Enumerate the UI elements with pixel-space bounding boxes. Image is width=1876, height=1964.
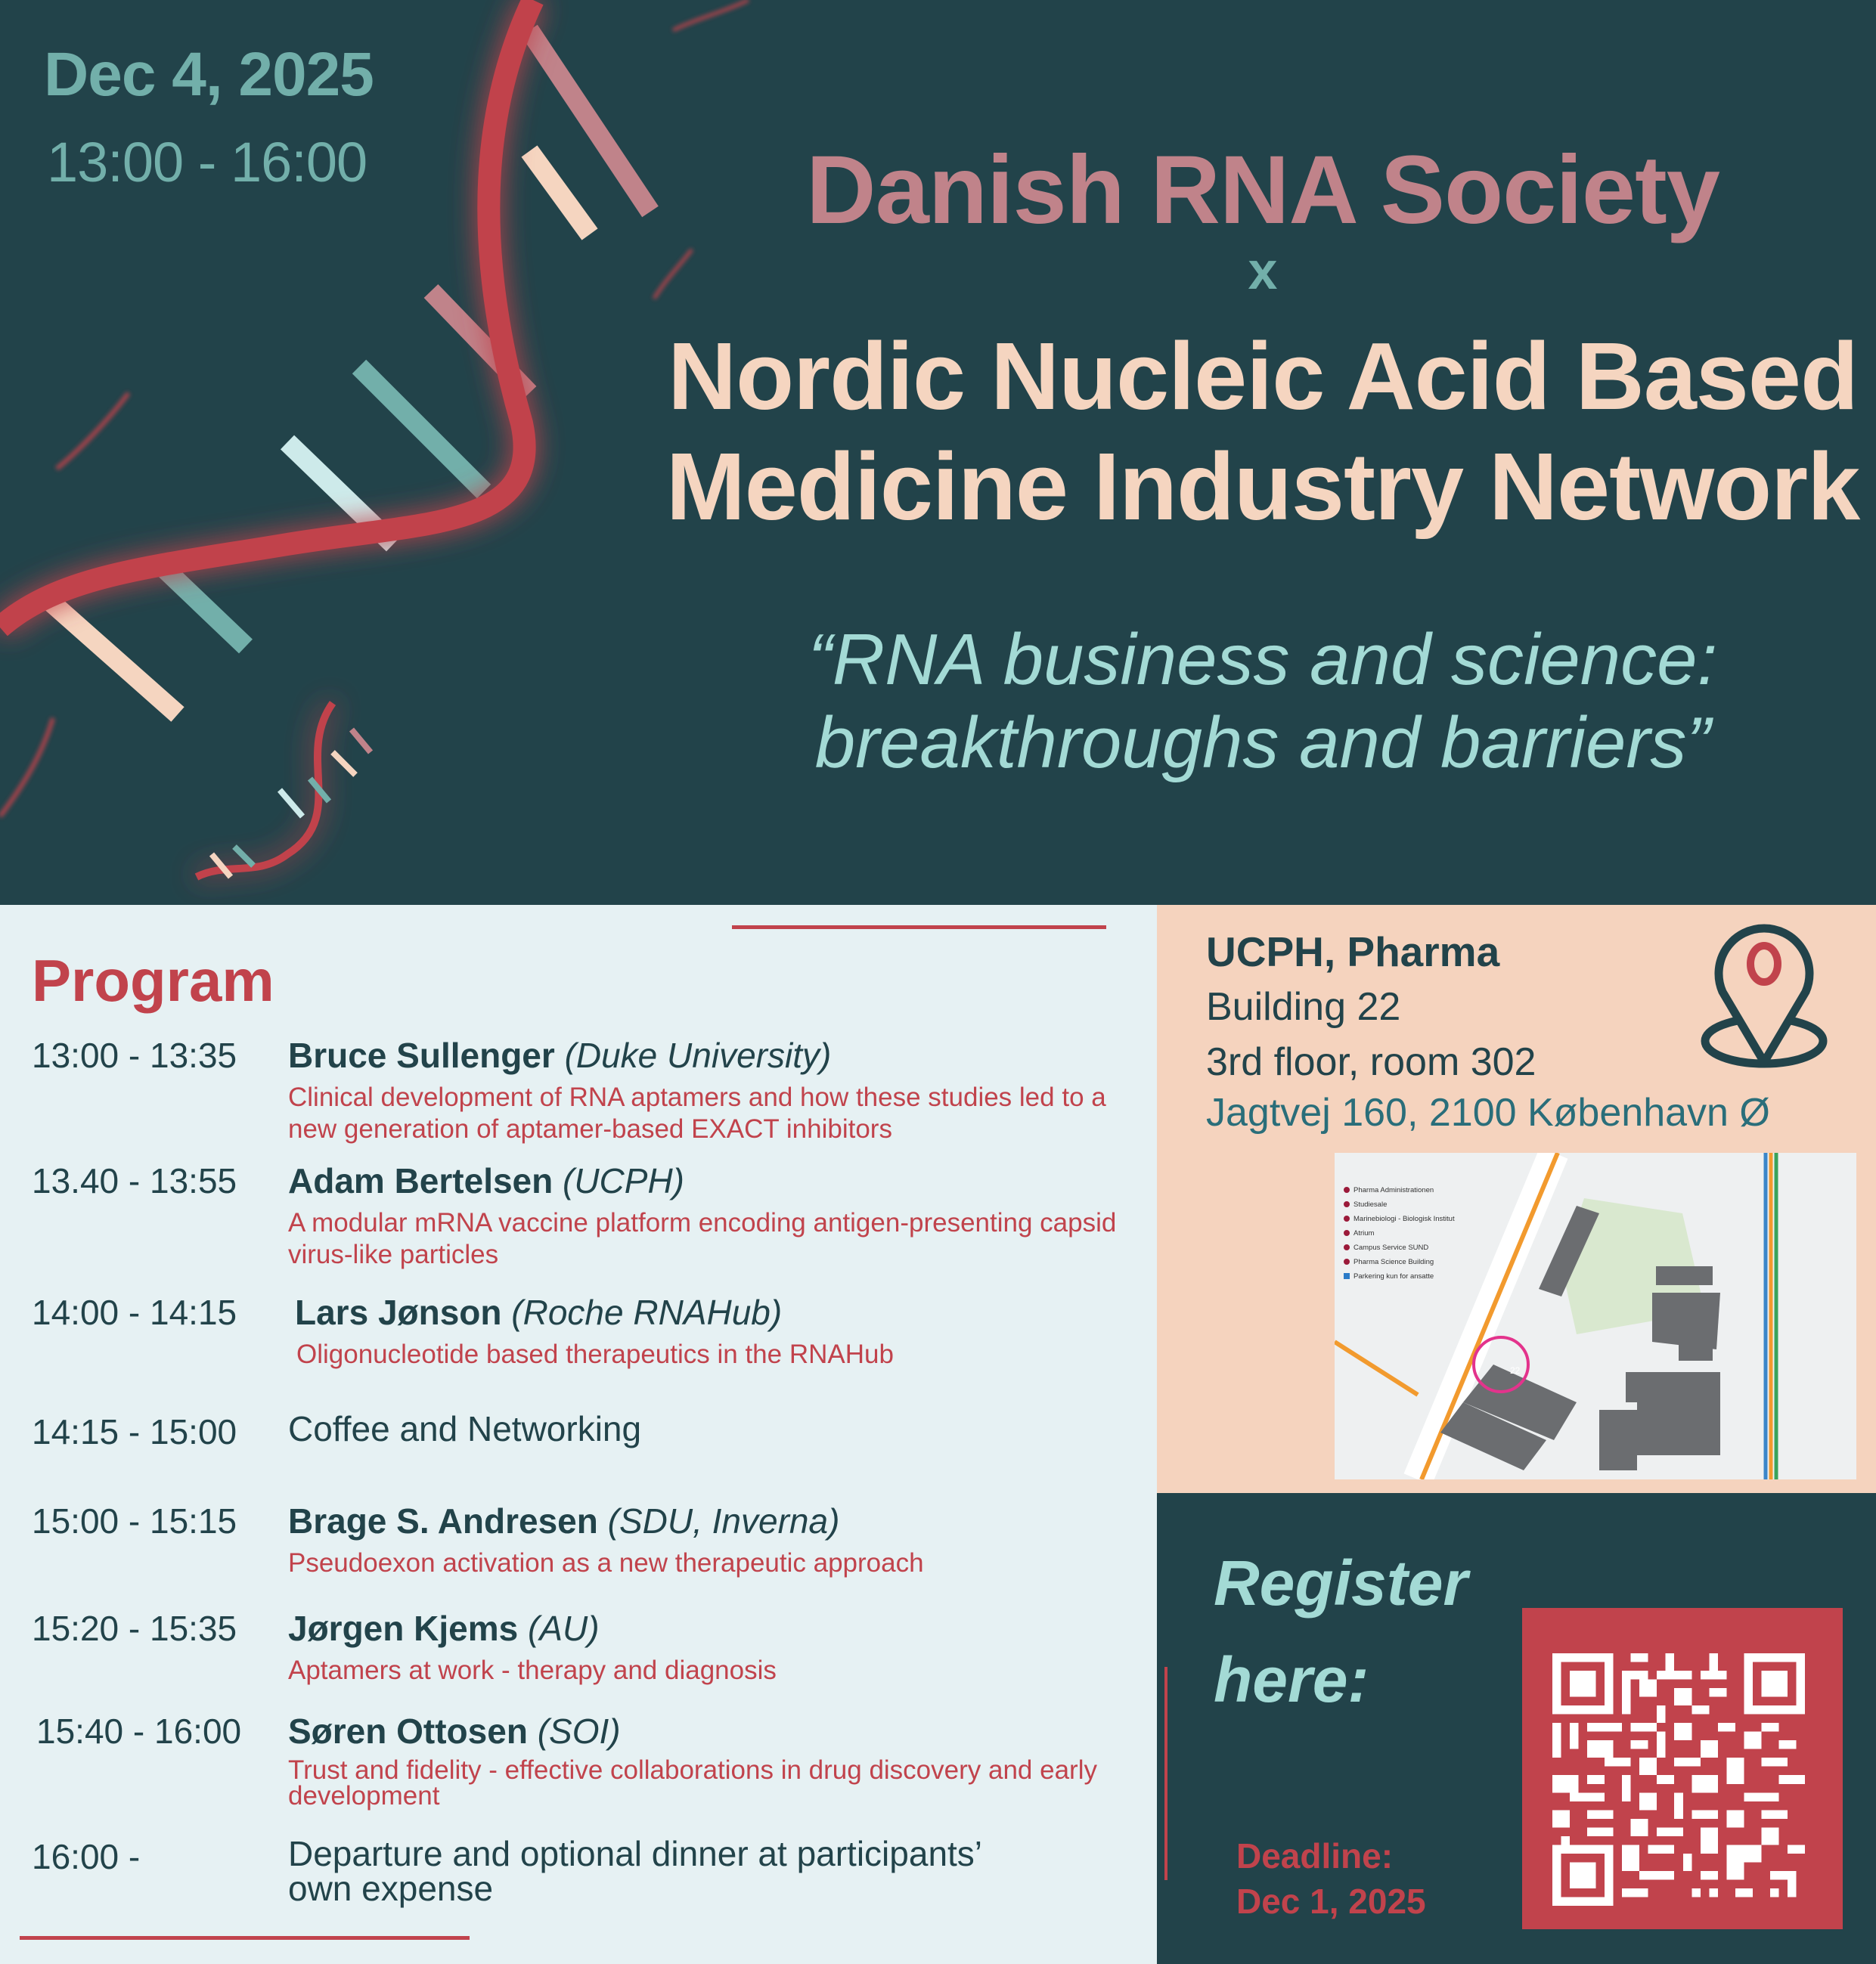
org-title-line-2: Medicine Industry Network <box>665 433 1860 540</box>
venue-room: 3rd floor, room 302 <box>1206 1040 1536 1084</box>
talk-title: Pseudoexon activation as a new therapeutic approach <box>288 1548 924 1578</box>
org-title-line-1: Nordic Nucleic Acid Based <box>668 323 1858 429</box>
program-item-time: 13:00 - 13:35 <box>32 1036 237 1075</box>
program-item-time: 14:15 - 15:00 <box>32 1412 237 1451</box>
location-pin-icon <box>1700 920 1828 1071</box>
talk-title: Clinical development of RNA aptamers and how these studies led to a new generation of aptamer-based EXACT inhibitors <box>288 1083 1106 1144</box>
location-panel <box>1157 905 1876 1493</box>
header-banner <box>0 0 1876 905</box>
speaker-affiliation: (SOI) <box>537 1712 621 1751</box>
program-item-time: 14:00 - 14:15 <box>32 1293 237 1332</box>
speaker-name: Bruce Sullenger <box>288 1036 555 1075</box>
program-item-speaker-line <box>288 1160 684 1201</box>
talk-title: Trust and fidelity - effective collaborations in drug discovery and early development <box>288 1755 1097 1811</box>
map-legend-item: Pharma Science Building <box>1344 1255 1455 1269</box>
divider-vertical <box>1164 1667 1167 1880</box>
speaker-affiliation: (UCPH) <box>563 1161 684 1200</box>
event-time: 13:00 - 16:00 <box>47 131 367 194</box>
program-item-speaker-line <box>288 1501 839 1541</box>
tagline-line-1: “RNA business and science: <box>808 619 1718 700</box>
event-tagline <box>650 618 1875 785</box>
program-activity: Departure and optional dinner at participants’ own expense <box>288 1834 981 1908</box>
speaker-affiliation: (Duke University) <box>564 1036 832 1075</box>
program-item-speaker-line <box>288 1035 831 1076</box>
speaker-name: Lars Jønson <box>295 1293 502 1332</box>
event-date: Dec 4, 2025 <box>44 40 374 109</box>
deadline-label: Deadline: <box>1236 1836 1394 1876</box>
map-legend-item: Atrium <box>1344 1226 1455 1241</box>
map-legend-item: Pharma Administrationen <box>1344 1183 1455 1197</box>
venue-name: UCPH, Pharma <box>1206 928 1500 975</box>
speaker-name: Adam Bertelsen <box>288 1161 553 1200</box>
program-item-speaker-line <box>288 1711 621 1752</box>
program-item-time: 15:40 - 16:00 <box>36 1712 242 1751</box>
org-title-danish-rna-society: Danish RNA Society <box>806 136 1719 244</box>
divider-top <box>732 925 1106 929</box>
venue-address: Jagtvej 160, 2100 København Ø <box>1206 1091 1770 1135</box>
campus-map[interactable] <box>1335 1153 1856 1479</box>
program-item-time: 15:00 - 15:15 <box>32 1501 237 1541</box>
speaker-affiliation: (SDU, Inverna) <box>607 1501 840 1541</box>
org-title-nordic-network <box>650 321 1875 542</box>
register-heading-line-1: Register <box>1214 1547 1468 1619</box>
program-panel <box>0 905 1157 1964</box>
speaker-name: Søren Ottosen <box>288 1712 528 1751</box>
speaker-affiliation: (AU) <box>528 1609 600 1648</box>
qr-code-icon[interactable] <box>1552 1653 1805 1906</box>
program-item-time: 15:20 - 15:35 <box>32 1609 237 1648</box>
svg-text:22: 22 <box>1510 1365 1521 1376</box>
speaker-name: Brage S. Andresen <box>288 1501 598 1541</box>
program-title: Program <box>32 947 274 1014</box>
map-legend-item: Studiesale <box>1344 1197 1455 1212</box>
register-heading-line-2: here: <box>1214 1644 1369 1715</box>
program-item-speaker-line <box>288 1608 600 1649</box>
map-legend-item: Parkering kun for ansatte <box>1344 1269 1455 1284</box>
program-activity: Coffee and Networking <box>288 1409 642 1448</box>
speaker-name: Jørgen Kjems <box>288 1609 519 1648</box>
program-item-time: 16:00 - <box>32 1837 141 1876</box>
deadline-date: Dec 1, 2025 <box>1236 1882 1426 1921</box>
talk-title: A modular mRNA vaccine platform encoding antigen-presenting capsid virus-like particles <box>288 1208 1117 1269</box>
venue-building: Building 22 <box>1206 985 1401 1029</box>
qr-code-frame[interactable] <box>1522 1608 1843 1929</box>
program-item-time: 13.40 - 13:55 <box>32 1161 237 1200</box>
register-heading <box>1214 1535 1468 1728</box>
registration-deadline <box>1236 1833 1426 1924</box>
map-legend-item: Campus Service SUND <box>1344 1241 1455 1255</box>
talk-title: Aptamers at work - therapy and diagnosis <box>288 1656 777 1685</box>
tagline-line-2: breakthroughs and barriers” <box>814 702 1711 783</box>
org-connector: x <box>1248 241 1278 300</box>
speaker-affiliation: (Roche RNAHub) <box>511 1293 783 1332</box>
map-legend <box>1344 1183 1455 1284</box>
divider-bottom <box>20 1936 470 1940</box>
program-item-speaker-line <box>295 1292 782 1333</box>
registration-panel <box>1157 1493 1876 1964</box>
talk-title: Oligonucleotide based therapeutics in the RNAHub <box>296 1340 894 1369</box>
map-legend-item: Marinebiologi - Biologisk Institut <box>1344 1212 1455 1226</box>
